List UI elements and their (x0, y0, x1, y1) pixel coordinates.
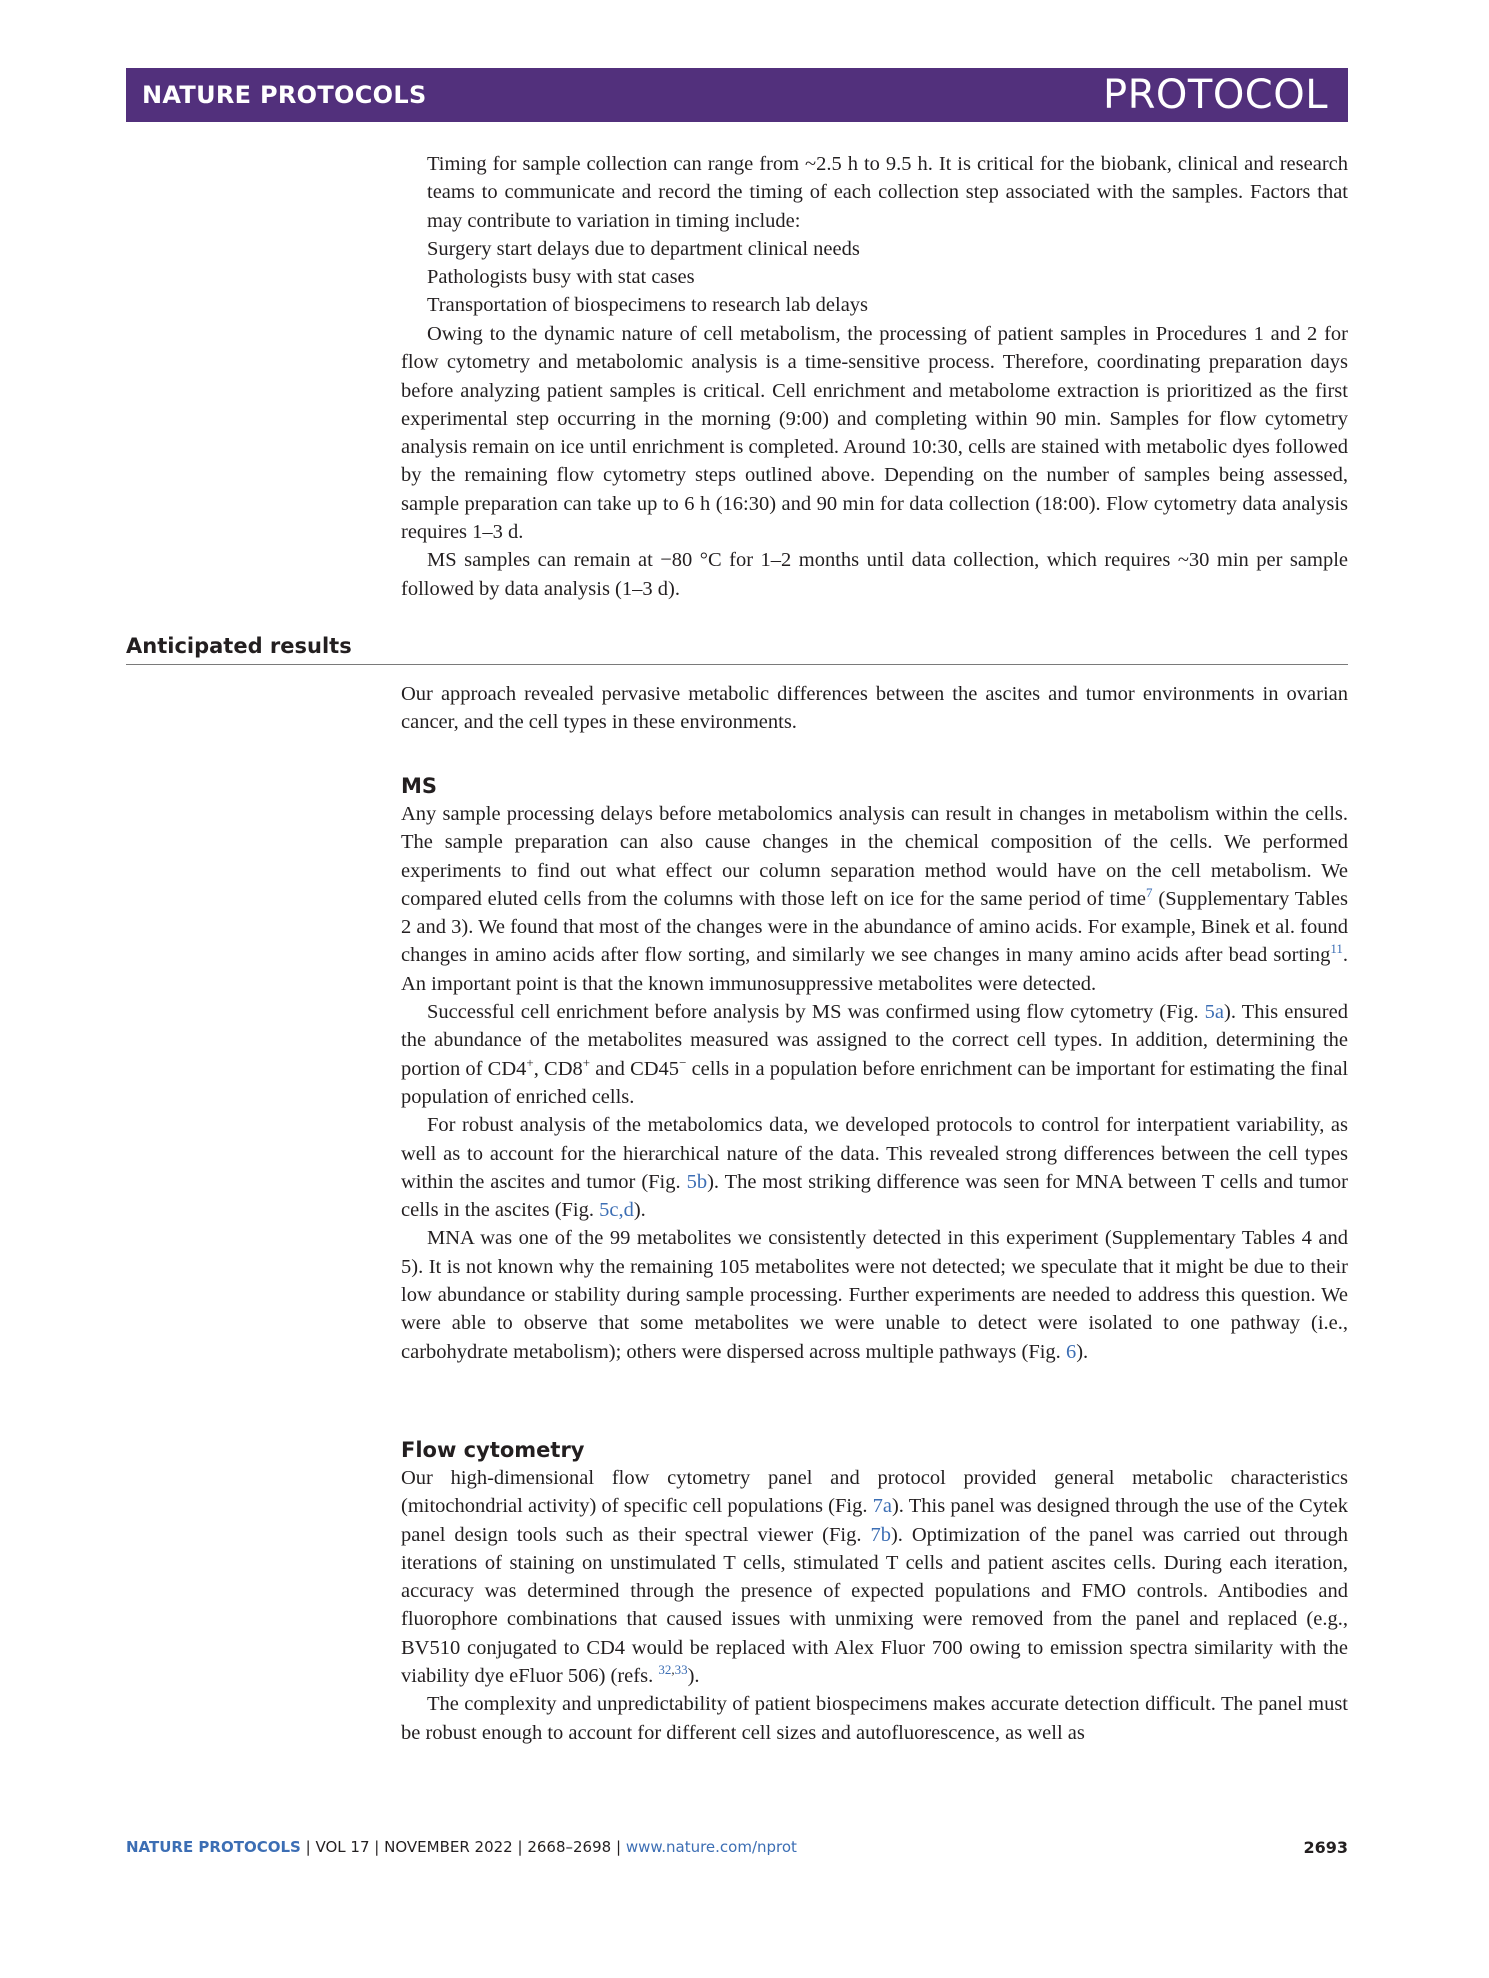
flow-paragraph-1: Our high-dimensional flow cytometry panel and protocol provided general metabolic characteristics (mitochondrial activity) of specific cell populations (Fig. 7a). This panel was designed through the use of the Cytek panel design tools such as their spectral viewer (Fig. 7b). Optimization of the panel was carried out through iterations of staining on unstimulated T cells, stimulated T cells and patient ascites cells. During each iteration, accuracy was determined through the presence of expected populations and FMO controls. Antibodies and fluorophore combinations that caused issues with unmixing were removed from the panel and replaced (e.g., BV510 conjugated to CD4 would be replaced with Alex Fluor 700 owing to emission spectra similarity with the viability dye eFluor 506) (refs. $^{32,33}$). (401, 1467, 1349, 1688)
figure-link[interactable]: 6 (1065, 1340, 1077, 1363)
ms-paragraph-2: Successful cell enrichment before analysis by MS was confirmed using flow cytometry (Fig. 5a). This ensured the abundance of the metabolites measured was assigned to the correct cell types. In addition, determining the portion of CD4+, CD8+ and CD45− cells in a population before enrichment can be important for estimating the final population of enriched cells. (401, 1001, 1349, 1108)
timing-paragraph: Owing to the dynamic nature of cell metabolism, the processing of patient samples in Procedures 1 and 2 for flow cytometry and metabolomic analysis is a time-sensitive process. Therefore, coordinating preparation days before analyzing patient samples is critical. Cell enrichment and metabolome extraction is prioritized as the first experimental step occurring in the morning (9:00) and completing within 90 min. Samples for flow cytometry analysis remain on ice until enrichment is completed. Around 10:30, cells are stained with metabolic dyes followed by the remaining flow cytometry steps outlined above. Depending on the number of samples being assessed, sample preparation can take up to 6 h (16:30) and 90 min for data collection (18:00). Flow cytometry data analysis requires 1–3 d. (401, 323, 1348, 544)
page-number: 2693 (1303, 1838, 1348, 1857)
footer-journal-name: NATURE PROTOCOLS (126, 1838, 301, 1856)
timing-factor: Transportation of biospecimens to research lab delays (427, 294, 869, 317)
figure-link[interactable]: 5b (686, 1170, 708, 1193)
flow-cytometry-section (401, 1436, 1348, 1747)
article-type-label: PROTOCOL (1102, 72, 1328, 118)
figure-link[interactable]: 5a (1204, 1001, 1225, 1024)
subsection-heading-ms: MS (401, 774, 438, 798)
footer-pages: 2668–2698 (527, 1838, 612, 1856)
footer-volume: VOL 17 (315, 1838, 370, 1856)
section-heading-anticipated-results: Anticipated results (126, 634, 352, 658)
ms-paragraph-3: For robust analysis of the metabolomics data, we developed protocols to control for interpatient variability, as well as to account for the hierarchical nature of the data. This revealed strong differences between the cell types within the ascites and tumor (Fig. 5b). The most striking difference was seen for MNA between T cells and tumor cells in the ascites (Fig. 5c,d). (401, 1114, 1348, 1222)
page-footer: NATURE PROTOCOLS | VOL 17 | NOVEMBER 2022 | 2668–2698 | www.nature.com/nprot 2693 (126, 1838, 1348, 1857)
citation-link[interactable]: 7 (1146, 885, 1153, 901)
figure-link[interactable]: 7b (870, 1523, 891, 1546)
ms-section (401, 772, 1348, 1366)
anticipated-intro: Our approach revealed pervasive metabolic differences between the ascites and tumor environments in ovarian cancer, and the cell types in these environments. (401, 683, 1348, 734)
ms-paragraph-4: MNA was one of the 99 metabolites we consistently detected in this experiment (Supplementary Tables 4 and 5). It is not known why the remaining 105 metabolites were not detected; we speculate that it might be due to their low abundance or stability during sample processing. Further experiments are needed to address this question. We were able to observe that some metabolites we were unable to detect were isolated to one pathway (i.e., carbohydrate metabolism); others were dispersed across multiple pathways (Fig. 6). (401, 1227, 1348, 1363)
anticipated-intro-block (401, 680, 1348, 737)
citation-link[interactable]: 32 (658, 1662, 672, 1678)
timing-paragraph: MS samples can remain at −80 °C for 1–2 months until data collection, which requires ~30 min per sample followed by data analysis (1–3 d). (401, 549, 1348, 600)
ms-paragraph-1: Any sample processing delays before metabolomics analysis can result in changes in metabolism within the cells. The sample preparation can also cause changes in the chemical composition of the cells. We performed experiments to find out what effect our column separation method would have on the cell metabolism. We compared eluted cells from the columns with those left on ice for the same period of time$^7$ (Supplementary Tables 2 and 3). We found that most of the changes were in the abundance of amino acids. For example, Binek et al. found changes in amino acids after flow sorting, and similarly we see changes in many amino acids after bead sorting$^{11}$. An important point is that the known immunosuppressive metabolites were detected. (401, 803, 1349, 995)
citation-link[interactable]: 11 (1330, 941, 1343, 957)
footer-date: NOVEMBER 2022 (384, 1838, 513, 1856)
section-divider (126, 664, 1348, 665)
timing-intro-block (427, 150, 1348, 320)
timing-paragraphs (401, 320, 1348, 603)
journal-name: NATURE PROTOCOLS (142, 81, 427, 109)
timing-factor: Pathologists busy with stat cases (427, 266, 695, 289)
figure-link[interactable]: 5c,d (599, 1199, 634, 1222)
footer-journal-link[interactable]: www.nature.com/nprot (625, 1838, 797, 1856)
subsection-heading-flow-cytometry: Flow cytometry (401, 1438, 585, 1462)
journal-header-bar (126, 68, 1348, 122)
flow-paragraph-2: The complexity and unpredictability of patient biospecimens makes accurate detection difficult. The panel must be robust enough to account for different cell sizes and autofluorescence, as well as (401, 1693, 1348, 1744)
citation-link[interactable]: 33 (674, 1662, 688, 1678)
timing-factor: Surgery start delays due to department clinical needs (427, 237, 860, 260)
figure-link[interactable]: 7a (872, 1495, 892, 1518)
timing-intro: Timing for sample collection can range from ~2.5 h to 9.5 h. It is critical for the biobank, clinical and research teams to communicate and record the timing of each collection step associated with the samples. Factors that may contribute to variation in timing include: (427, 153, 1348, 232)
